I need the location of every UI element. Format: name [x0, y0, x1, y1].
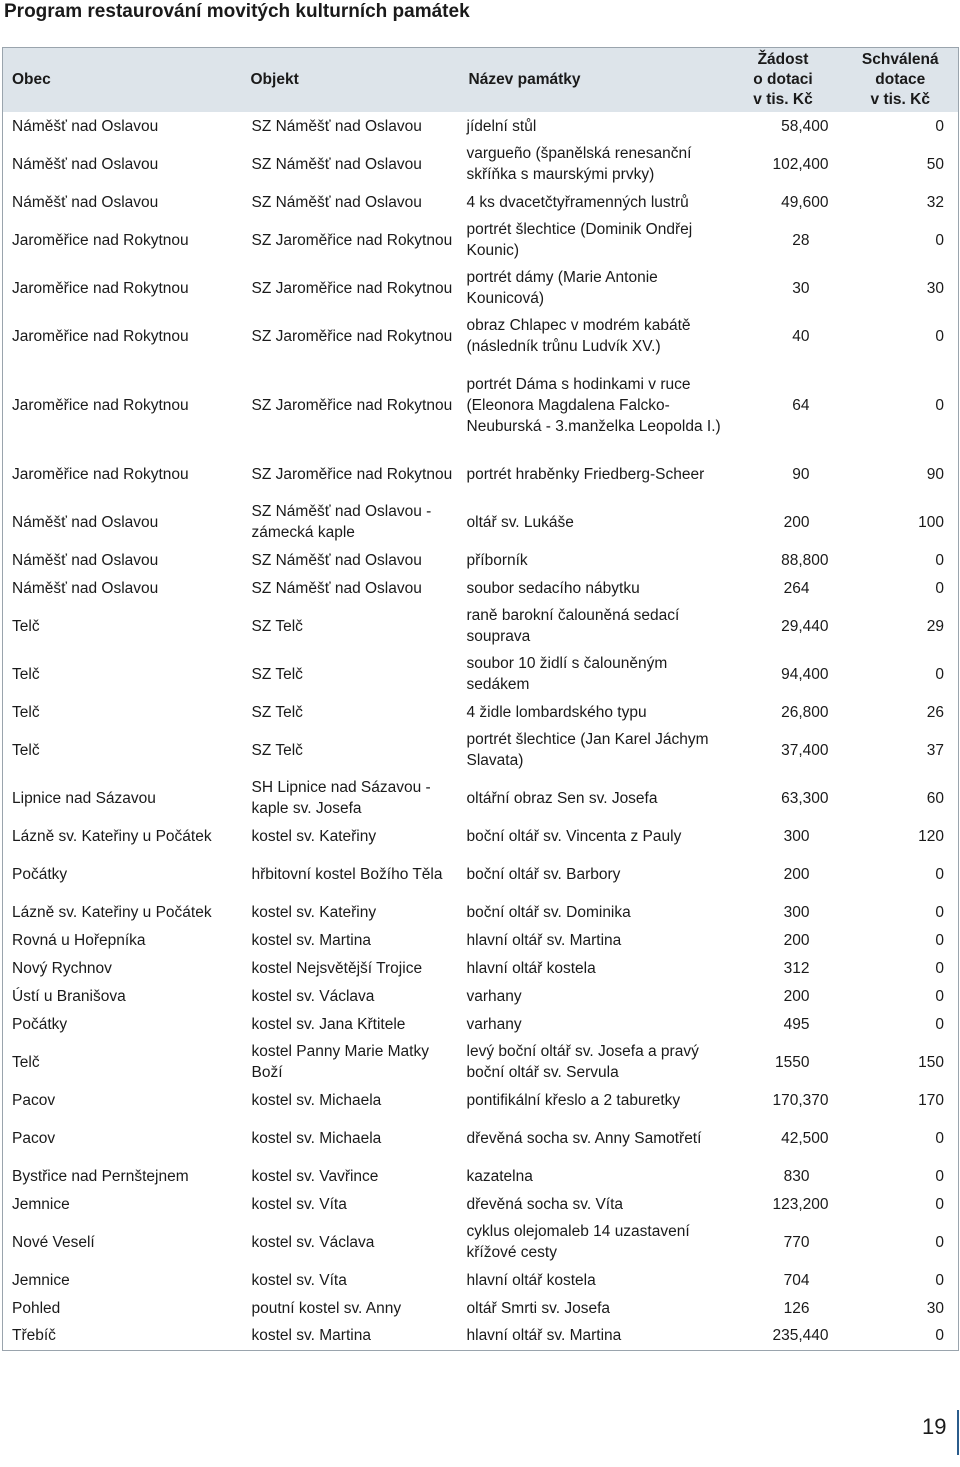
header-objekt: Objekt: [242, 48, 460, 113]
table-body: [3, 112, 959, 1350]
header-zadost-line: Žádost: [757, 51, 809, 68]
cell-schvalena: 32: [926, 193, 944, 211]
cell-nazev: oltář sv. Lukáše: [466, 513, 574, 531]
cell-obec: Počátky: [12, 1015, 68, 1033]
cell-obec: Lipnice nad Sázavou: [12, 789, 156, 807]
cell-schvalena: 0: [935, 117, 944, 135]
cell-nazev: hlavní oltář sv. Martina: [466, 1327, 622, 1345]
table-row: [3, 1322, 959, 1350]
table-row: [3, 698, 959, 726]
cell-objekt: kostel sv. Víta: [251, 1195, 347, 1213]
cell-objekt: SZ Náměšť nad Oslavou: [251, 193, 422, 211]
cell-obec: Pacov: [12, 1129, 56, 1147]
table-row: [3, 360, 959, 450]
cell-schvalena: 0: [935, 1233, 944, 1251]
header-zadost-line: o dotaci: [753, 71, 813, 88]
cell-objekt: kostel sv. Vavřince: [251, 1167, 379, 1185]
table-row: [3, 1294, 959, 1322]
cell-zadost: 300: [783, 827, 810, 845]
cell-nazev: pontifikální křeslo a 2 taburetky: [466, 1091, 681, 1109]
cell-schvalena: 0: [935, 579, 944, 597]
cell-objekt: SZ Telč: [251, 665, 303, 683]
cell-schvalena: 26: [926, 703, 944, 721]
table-row: [3, 898, 959, 926]
cell-zadost: 49,600: [781, 193, 829, 211]
table-row: [3, 112, 959, 140]
cell-schvalena: 0: [935, 865, 944, 883]
cell-schvalena: 60: [926, 789, 944, 807]
table-row: [3, 498, 959, 546]
cell-obec: Rovná u Hořepníka: [12, 931, 146, 949]
cell-schvalena: 0: [935, 1195, 944, 1213]
cell-schvalena: 29: [926, 617, 944, 635]
cell-objekt: SZ Jaroměřice nad Rokytnou: [251, 465, 453, 483]
cell-nazev: 4 ks dvacetčtyřramenných lustrů: [466, 193, 689, 211]
table-row: [3, 1010, 959, 1038]
cell-zadost: 63,300: [781, 789, 829, 807]
cell-obec: Telč: [12, 741, 40, 759]
cell-objekt: SZ Náměšť nad Oslavou: [251, 579, 422, 597]
cell-schvalena: 0: [935, 959, 944, 977]
table-row: [3, 574, 959, 602]
cell-schvalena: 170: [918, 1091, 944, 1109]
cell-nazev: dřevěná socha sv. Víta: [466, 1195, 624, 1213]
cell-objekt: kostel sv. Michaela: [251, 1129, 382, 1147]
table-row: [3, 1114, 959, 1162]
cell-obec: Jaroměřice nad Rokytnou: [12, 327, 189, 345]
table-row: [3, 1162, 959, 1190]
cell-obec: Pohled: [12, 1299, 61, 1317]
cell-schvalena: 0: [935, 665, 944, 683]
cell-objekt: SZ Náměšť nad Oslavou: [251, 155, 422, 173]
cell-nazev: soubor 10 židlí s čalouněným sedákem: [466, 655, 668, 693]
cell-nazev: příborník: [466, 551, 528, 569]
cell-objekt: kostel sv. Jana Křtitele: [251, 1015, 406, 1033]
cell-nazev: portrét hraběnky Friedberg-Scheer: [466, 465, 705, 483]
cell-objekt: SZ Jaroměřice nad Rokytnou: [251, 279, 453, 297]
cell-schvalena: 0: [935, 1015, 944, 1033]
cell-obec: Jaroměřice nad Rokytnou: [12, 279, 189, 297]
cell-schvalena: 90: [926, 465, 944, 483]
cell-zadost: 42,500: [781, 1129, 829, 1147]
cell-obec: Pacov: [12, 1091, 56, 1109]
cell-objekt: SZ Jaroměřice nad Rokytnou: [251, 396, 453, 414]
cell-obec: Počátky: [12, 865, 68, 883]
cell-obec: Jaroměřice nad Rokytnou: [12, 231, 189, 249]
header-schvalena-line: v tis. Kč: [870, 91, 930, 108]
table-row: [3, 954, 959, 982]
cell-objekt: SZ Náměšť nad Oslavou - zámecká kaple: [251, 503, 432, 541]
cell-zadost: 200: [783, 931, 810, 949]
cell-obec: Lázně sv. Kateřiny u Počátek: [12, 827, 212, 845]
cell-obec: Náměšť nad Oslavou: [12, 513, 159, 531]
table-row: [3, 1218, 959, 1266]
cell-nazev: hlavní oltář kostela: [466, 959, 596, 977]
cell-nazev: hlavní oltář sv. Martina: [466, 931, 622, 949]
cell-nazev: boční oltář sv. Vincenta z Pauly: [466, 827, 682, 845]
cell-obec: Jemnice: [12, 1195, 70, 1213]
cell-nazev: portrét dámy (Marie Antonie Kounicová): [466, 269, 658, 307]
cell-nazev: soubor sedacího nábytku: [466, 579, 640, 597]
table-row: [3, 264, 959, 312]
cell-nazev: boční oltář sv. Dominika: [466, 903, 631, 921]
cell-zadost: 1550: [775, 1053, 810, 1071]
cell-obec: Telč: [12, 1053, 40, 1071]
cell-zadost: 30: [792, 279, 810, 297]
cell-objekt: kostel sv. Martina: [251, 931, 371, 949]
cell-objekt: kostel Panny Marie Matky Boží: [251, 1043, 429, 1081]
cell-obec: Jaroměřice nad Rokytnou: [12, 465, 189, 483]
cell-nazev: raně barokní čalouněná sedací souprava: [466, 607, 680, 645]
cell-obec: Jaroměřice nad Rokytnou: [12, 396, 189, 414]
cell-zadost: 90: [792, 465, 810, 483]
table-row: [3, 726, 959, 774]
cell-obec: Telč: [12, 703, 40, 721]
cell-schvalena: 0: [935, 903, 944, 921]
cell-obec: Nový Rychnov: [12, 959, 112, 977]
table-row: [3, 650, 959, 698]
cell-obec: Ústí u Branišova: [12, 987, 126, 1005]
cell-zadost: 300: [783, 903, 810, 921]
table-row: [3, 546, 959, 574]
cell-zadost: 830: [783, 1167, 810, 1185]
cell-obec: Jemnice: [12, 1271, 70, 1289]
cell-schvalena: 100: [918, 513, 944, 531]
cell-nazev: oltář Smrti sv. Josefa: [466, 1299, 611, 1317]
header-schvalena: [843, 48, 959, 113]
cell-nazev: cyklus olejomaleb 14 uzastavení křížové cesty: [466, 1223, 690, 1261]
cell-nazev: portrét šlechtice (Dominik Ondřej Kounic): [466, 221, 693, 259]
cell-obec: Náměšť nad Oslavou: [12, 117, 159, 135]
cell-obec: Bystřice nad Pernštejnem: [12, 1167, 189, 1185]
table-row: [3, 926, 959, 954]
header-zadost: [724, 48, 843, 113]
table-row: [3, 602, 959, 650]
cell-schvalena: 0: [935, 396, 944, 414]
cell-schvalena: 0: [935, 1327, 944, 1345]
cell-zadost: 26,800: [781, 703, 829, 721]
cell-obec: Lázně sv. Kateřiny u Počátek: [12, 903, 212, 921]
page-title: Program restaurování movitých kulturních památek: [4, 1, 470, 22]
table-row: [3, 1086, 959, 1114]
cell-obec: Náměšť nad Oslavou: [12, 551, 159, 569]
page-number: 19: [922, 1414, 947, 1439]
cell-zadost: 102,400: [772, 155, 829, 173]
cell-objekt: kostel sv. Martina: [251, 1327, 371, 1345]
table-row: [3, 774, 959, 822]
cell-schvalena: 0: [935, 231, 944, 249]
cell-objekt: SZ Telč: [251, 741, 303, 759]
table-header-row: [3, 48, 959, 113]
cell-obec: Nové Veselí: [12, 1233, 95, 1251]
cell-obec: Náměšť nad Oslavou: [12, 193, 159, 211]
header-obec: Obec: [3, 48, 242, 113]
cell-zadost: 123,200: [772, 1195, 829, 1213]
cell-zadost: 200: [783, 987, 810, 1005]
cell-zadost: 28: [792, 231, 810, 249]
table-row: [3, 188, 959, 216]
cell-objekt: SZ Jaroměřice nad Rokytnou: [251, 231, 453, 249]
cell-objekt: kostel Nejsvětější Trojice: [251, 959, 423, 977]
cell-objekt: SZ Jaroměřice nad Rokytnou: [251, 327, 453, 345]
cell-zadost: 126: [783, 1299, 810, 1317]
cell-nazev: jídelní stůl: [466, 117, 537, 135]
table-row: [3, 450, 959, 498]
cell-zadost: 29,440: [781, 617, 829, 635]
cell-schvalena: 0: [935, 327, 944, 345]
table-row: [3, 850, 959, 898]
cell-nazev: varhany: [466, 1015, 522, 1033]
table-row: [3, 140, 959, 188]
cell-zadost: 704: [783, 1271, 810, 1289]
cell-nazev: vargueño (španělská renesanční skříňka s maurskými prvky): [466, 145, 692, 183]
cell-nazev: 4 židle lombardského typu: [466, 703, 647, 721]
cell-objekt: poutní kostel sv. Anny: [251, 1299, 402, 1317]
cell-objekt: SZ Náměšť nad Oslavou: [251, 551, 422, 569]
cell-nazev: hlavní oltář kostela: [466, 1271, 596, 1289]
cell-zadost: 64: [792, 396, 810, 414]
cell-zadost: 264: [783, 579, 810, 597]
cell-nazev: boční oltář sv. Barbory: [466, 865, 621, 883]
cell-schvalena: 120: [918, 827, 944, 845]
table-row: [3, 1266, 959, 1294]
cell-zadost: 58,400: [781, 117, 829, 135]
cell-schvalena: 50: [926, 155, 944, 173]
header-nazev: Název památky: [460, 48, 724, 113]
grants-table: [2, 47, 959, 1351]
cell-obec: Telč: [12, 617, 40, 635]
cell-nazev: portrét Dáma s hodinkami v ruce (Eleonora Magdalena Falcko-Neuburská - 3.manželka Leopolda I.): [466, 375, 721, 435]
header-schvalena-line: dotace: [875, 71, 926, 88]
page-number-rule: [957, 1410, 959, 1455]
cell-obec: Náměšť nad Oslavou: [12, 579, 159, 597]
cell-schvalena: 30: [926, 279, 944, 297]
cell-zadost: 770: [783, 1233, 810, 1251]
cell-objekt: SZ Telč: [251, 617, 303, 635]
cell-nazev: kazatelna: [466, 1167, 533, 1185]
cell-zadost: 495: [783, 1015, 810, 1033]
cell-objekt: kostel sv. Kateřiny: [251, 903, 377, 921]
cell-objekt: kostel sv. Václava: [251, 987, 375, 1005]
cell-objekt: kostel sv. Michaela: [251, 1091, 382, 1109]
cell-zadost: 88,800: [781, 551, 829, 569]
cell-schvalena: 0: [935, 1129, 944, 1147]
table-row: [3, 1038, 959, 1086]
table-row: [3, 1190, 959, 1218]
cell-objekt: SZ Telč: [251, 703, 303, 721]
cell-nazev: obraz Chlapec v modrém kabátě (následník trůnu Ludvík XV.): [466, 317, 691, 355]
cell-zadost: 235,440: [772, 1327, 829, 1345]
cell-objekt: hřbitovní kostel Božího Těla: [251, 865, 443, 883]
cell-zadost: 200: [783, 865, 810, 883]
cell-obec: Třebíč: [12, 1327, 56, 1345]
cell-zadost: 312: [783, 959, 810, 977]
cell-objekt: kostel sv. Václava: [251, 1233, 375, 1251]
cell-schvalena: 150: [918, 1053, 944, 1071]
cell-zadost: 94,400: [781, 665, 829, 683]
cell-nazev: portrét šlechtice (Jan Karel Jáchym Slavata): [466, 731, 709, 769]
cell-nazev: oltářní obraz Sen sv. Josefa: [466, 789, 658, 807]
cell-objekt: kostel sv. Kateřiny: [251, 827, 377, 845]
cell-schvalena: 30: [926, 1299, 944, 1317]
cell-nazev: varhany: [466, 987, 522, 1005]
cell-schvalena: 0: [935, 931, 944, 949]
cell-obec: Náměšť nad Oslavou: [12, 155, 159, 173]
cell-nazev: dřevěná socha sv. Anny Samotřetí: [466, 1129, 702, 1147]
cell-zadost: 170,370: [772, 1091, 829, 1109]
cell-zadost: 200: [783, 513, 810, 531]
cell-schvalena: 0: [935, 551, 944, 569]
cell-objekt: SZ Náměšť nad Oslavou: [251, 117, 422, 135]
cell-schvalena: 0: [935, 1271, 944, 1289]
cell-objekt: kostel sv. Víta: [251, 1271, 347, 1289]
cell-zadost: 40: [792, 327, 810, 345]
table-row: [3, 216, 959, 264]
cell-obec: Telč: [12, 665, 40, 683]
cell-schvalena: 0: [935, 987, 944, 1005]
cell-schvalena: 37: [926, 741, 944, 759]
header-zadost-line: v tis. Kč: [753, 91, 813, 108]
cell-zadost: 37,400: [781, 741, 829, 759]
table-row: [3, 982, 959, 1010]
cell-schvalena: 0: [935, 1167, 944, 1185]
table-row: [3, 312, 959, 360]
cell-nazev: levý boční oltář sv. Josefa a pravý boční oltář sv. Servula: [466, 1043, 699, 1081]
cell-objekt: SH Lipnice nad Sázavou - kaple sv. Josefa: [251, 779, 431, 817]
table-row: [3, 822, 959, 850]
header-schvalena-line: Schválená: [861, 51, 939, 68]
